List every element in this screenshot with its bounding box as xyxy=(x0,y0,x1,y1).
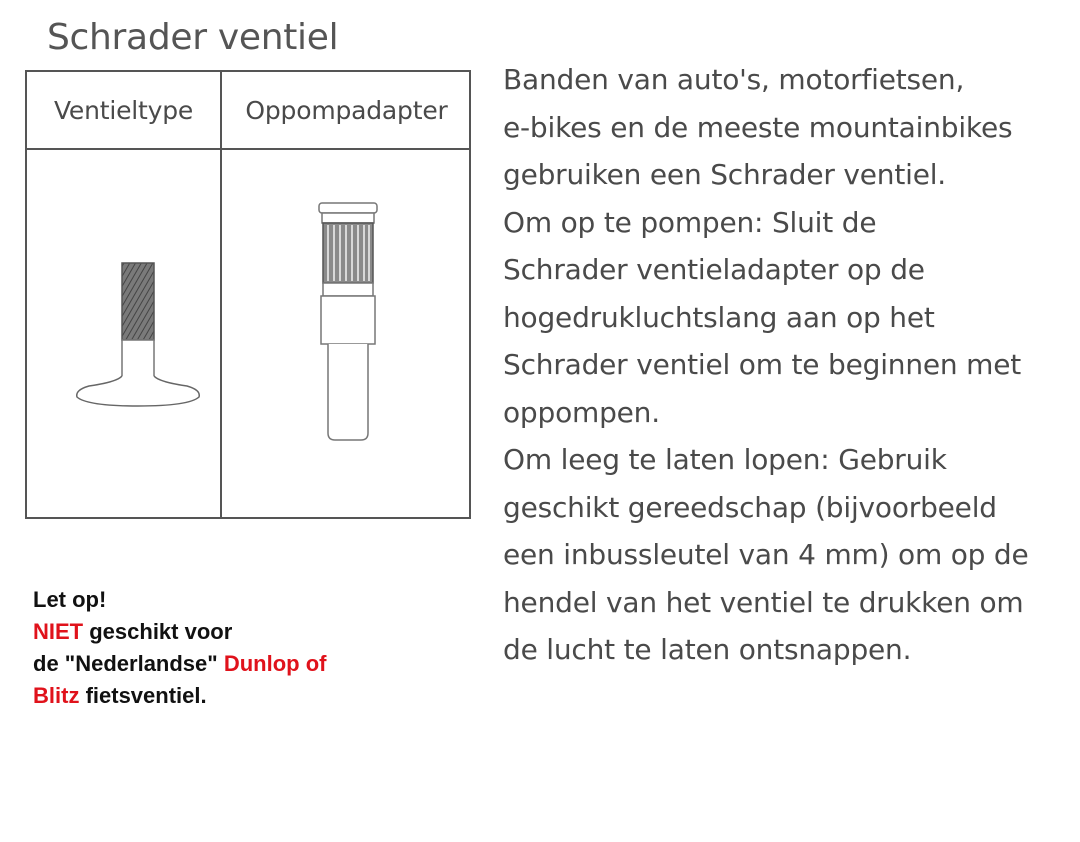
warning-suitable: geschikt voor xyxy=(83,619,233,644)
table-cell-adapter xyxy=(222,150,471,517)
warning-bike-valve: fietsventiel. xyxy=(79,683,207,708)
warning-dunlop: Dunlop of xyxy=(223,651,327,676)
schrader-valve-icon xyxy=(27,150,220,517)
warning-blitz: Blitz xyxy=(33,683,80,708)
header-valve-type: Ventieltype xyxy=(53,95,194,125)
paragraph-deflate: Om leeg te laten lopen: Gebruik geschikt gereedschap (bijvoorbeeld een inbussleutel van 4 mm) om op de hendel van het ventiel te drukken om de lucht te laten ontsnappen. xyxy=(503,443,1029,666)
warning-line-3 xyxy=(33,648,473,680)
paragraph-inflate: Om op te pompen: Sluit de Schrader ventieladapter op de hogedrukluchtslang aan op het Schrader ventiel om te beginnen met oppompen. xyxy=(503,205,1022,429)
warning-heading: Let op! xyxy=(33,587,107,612)
description-text xyxy=(503,56,1063,674)
warning-not: NIET xyxy=(33,619,84,644)
warning-line-2 xyxy=(33,616,473,648)
paragraph-usage: Banden van auto's, motorfietsen, e-bikes en de meeste mountainbikes gebruiken een Schrader ventiel. xyxy=(503,63,1013,191)
table-cell-valve xyxy=(27,150,220,517)
page-title: Schrader ventiel xyxy=(47,17,339,58)
warning-line-4 xyxy=(33,680,473,712)
header-pump-adapter: Oppompadapter xyxy=(245,95,448,125)
pump-adapter-icon xyxy=(222,150,471,517)
warning-dutch: de "Nederlandse" xyxy=(33,651,224,676)
warning-note xyxy=(33,584,473,712)
valve-table xyxy=(25,70,471,519)
